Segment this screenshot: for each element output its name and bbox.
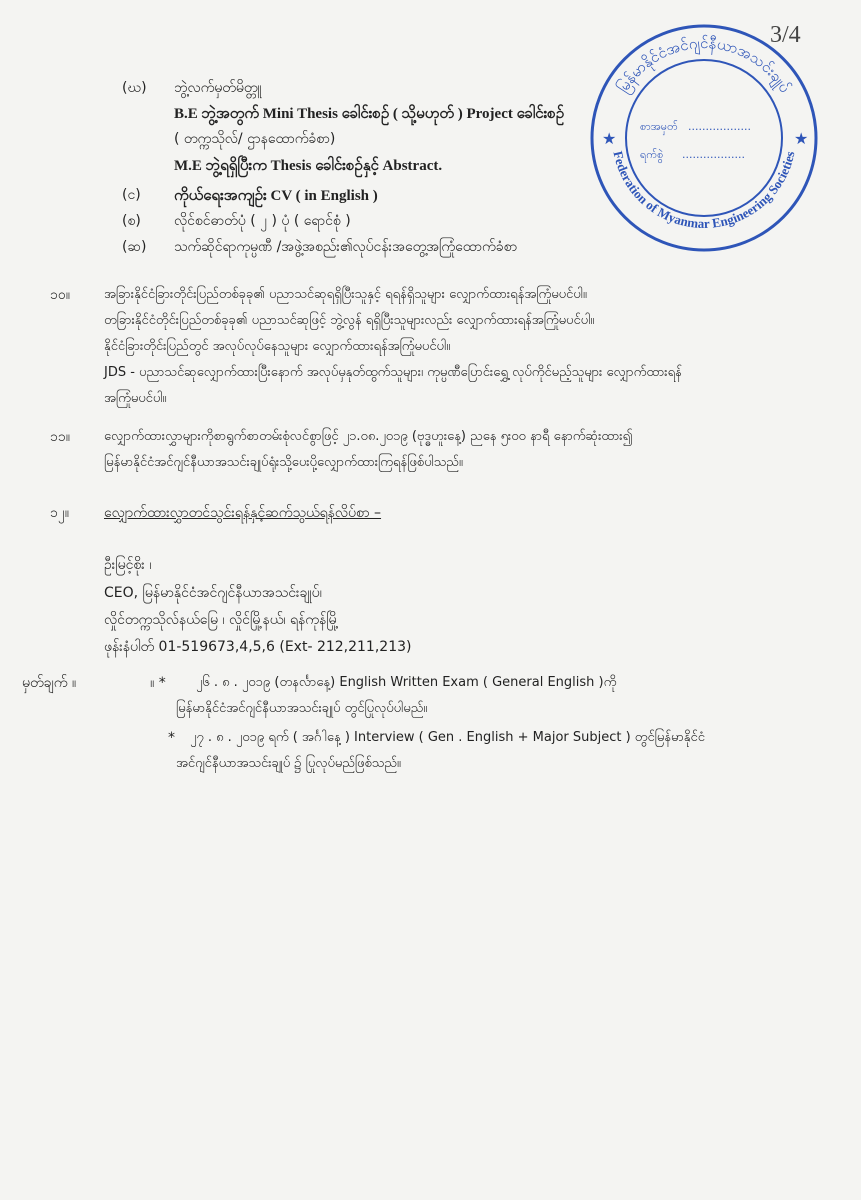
section-10-line: JDS - ပညာသင်ဆုလျှောက်ထားပြီးနောက် အလုပ်မှနုတ်ထွက်သူများ၊ ကုမ္ပဏီပြောင်းရွှေ့ လုပ်ကိုင်မည့်သူများ လျှောက်ထားရန် — [104, 365, 682, 380]
contact-name: ဦးမြင့်စိုး ၊ — [104, 557, 152, 573]
note-label: မှတ်ချက် ။ — [22, 675, 77, 691]
section-10-line: နိုင်ငံခြားတိုင်းပြည်တွင် အလုပ်လုပ်နေသူများ လျှောက်ထားရန်အကြုံမပင်ပါ။ — [104, 339, 451, 354]
section-12-heading: လျှောက်ထားလွှာတင်သွင်းရန်နှင့်ဆက်သွယ်ရန်လိပ်စာ – — [104, 505, 382, 521]
list-text-be: B.E ဘွဲ့အတွက် Mini Thesis ခေါင်းစဉ် ( သို့မဟုတ် ) Project ခေါင်းစဉ် — [174, 106, 565, 122]
note-star-2: * — [168, 730, 175, 746]
note-item-1-line-1: ၂၆ . ၈ . ၂၀၁၉ (တနင်္လာနေ့) English Written Exam ( General English )ကို — [196, 675, 617, 690]
note-item-2-line-2: အင်ဂျင်နီယာအသင်းချုပ် ၌ ပြုလုပ်မည်ဖြစ်သည်။ — [176, 756, 401, 771]
section-12-number: ၁၂။ — [50, 505, 69, 521]
section-10-line: အကြုံမပင်ပါ။ — [104, 391, 167, 406]
list-marker-sa: (စ) — [122, 213, 141, 229]
star-icon: ★ — [602, 129, 617, 148]
note-item-1-line-2: မြန်မာနိုင်ငံအင်ဂျင်နီယာအသင်းချုပ် တွင်ပြုလုပ်ပါမည်။ — [176, 701, 428, 716]
list-marker-gha: (ဃ) — [122, 80, 147, 96]
list-text-be-note: ( တက္ကသိုလ်/ ဌာနထောက်ခံစာ) — [174, 131, 336, 147]
seal-line1-label: စာအမှတ် — [640, 120, 678, 133]
seal-bottom-text: Federation of Myanmar Engineering Societies — [610, 149, 798, 232]
note-item-2-line-1: ၂၇ . ၈ . ၂၀၁၉ ရက် ( အင်္ဂါနေ့ ) Interview ( Gen . English + Major Subject ) တွင်မြန်မာနိုင်ငံ — [190, 730, 705, 745]
list-text-cv: ကိုယ်ရေးအကျဉ်း CV ( in English ) — [174, 188, 378, 204]
list-text-photo: လိုင်စင်ဓာတ်ပုံ ( ၂ ) ပုံ ( ရောင်စုံ ) — [174, 213, 351, 229]
seal-top-text: မြန်မာနိုင်ငံအင်ဂျင်နီယာအသင်းချုပ် — [613, 33, 795, 96]
section-10-number: ၁၀။ — [50, 287, 70, 303]
star-icon: ★ — [794, 129, 809, 148]
contact-title: CEO, မြန်မာနိုင်ငံအင်ဂျင်နီယာအသင်းချုပ်၊ — [104, 585, 322, 601]
list-text-me: M.E ဘွဲ့ရရှိပြီးက Thesis ခေါင်းစဉ်နှင့် Abstract. — [174, 158, 443, 174]
section-11-number: ၁၁။ — [50, 429, 70, 445]
section-11-line: လျှောက်ထားလွှာများကိုစာရွက်စာတမ်းစုံလင်စွာဖြင့် ၂၁.၀၈.၂၀၁၉ (ဗုဒ္ဓဟူးနေ့) ညနေ ၅း၀၀ နာရီ နောက်ဆုံးထား၍ — [104, 429, 633, 444]
seal-line1-dots: .................. — [688, 120, 751, 133]
seal-line2-dots: .................. — [682, 148, 745, 161]
section-10-line: တခြားနိုင်ငံတိုင်းပြည်တစ်ခုခု၏ ပညာသင်ဆုဖြင့် ဘွဲ့လွန် ရရှိပြီးသူများလည်း လျှောက်ထားရန်အကြုံမပင်ပါ။ — [104, 313, 595, 328]
page-number: 3/4 — [770, 22, 801, 48]
list-marker-nga: (င) — [122, 187, 141, 203]
list-text-recommendation: သက်ဆိုင်ရာကုမ္ပဏီ /အဖွဲ့အစည်း၏လုပ်ငန်းအတွေ့အကြုံထောက်ခံစာ — [174, 239, 518, 255]
contact-location: လှိုင်တက္ကသိုလ်နယ်မြေ ၊ လှိုင်မြို့နယ်၊ ရန်ကုန်မြို့ — [104, 612, 339, 628]
section-11-line: မြန်မာနိုင်ငံအင်ဂျင်နီယာအသင်းချုပ်ရုံးသို့ပေးပို့လျှောက်ထားကြရန်ဖြစ်ပါသည်။ — [104, 455, 463, 470]
society-seal — [584, 18, 824, 258]
list-text-gha: ဘွဲ့လက်မှတ်မိတ္တူ — [174, 80, 262, 96]
section-10-line: အခြားနိုင်ငံခြားတိုင်းပြည်တစ်ခုခု၏ ပညာသင်ဆုရရှိပြီးသူနှင့် ရရန်ရှိသူများ လျှောက်ထားရန်အကြုံမပင်ပါ။ — [104, 287, 587, 302]
note-mark: ။ * — [150, 675, 166, 691]
list-marker-hsa: (ဆ) — [122, 239, 147, 255]
contact-phone: ဖုန်းနံပါတ် 01-519673,4,5,6 (Ext- 212,211,213) — [104, 639, 412, 655]
seal-line2-label: ရက်စွဲ — [640, 148, 664, 161]
